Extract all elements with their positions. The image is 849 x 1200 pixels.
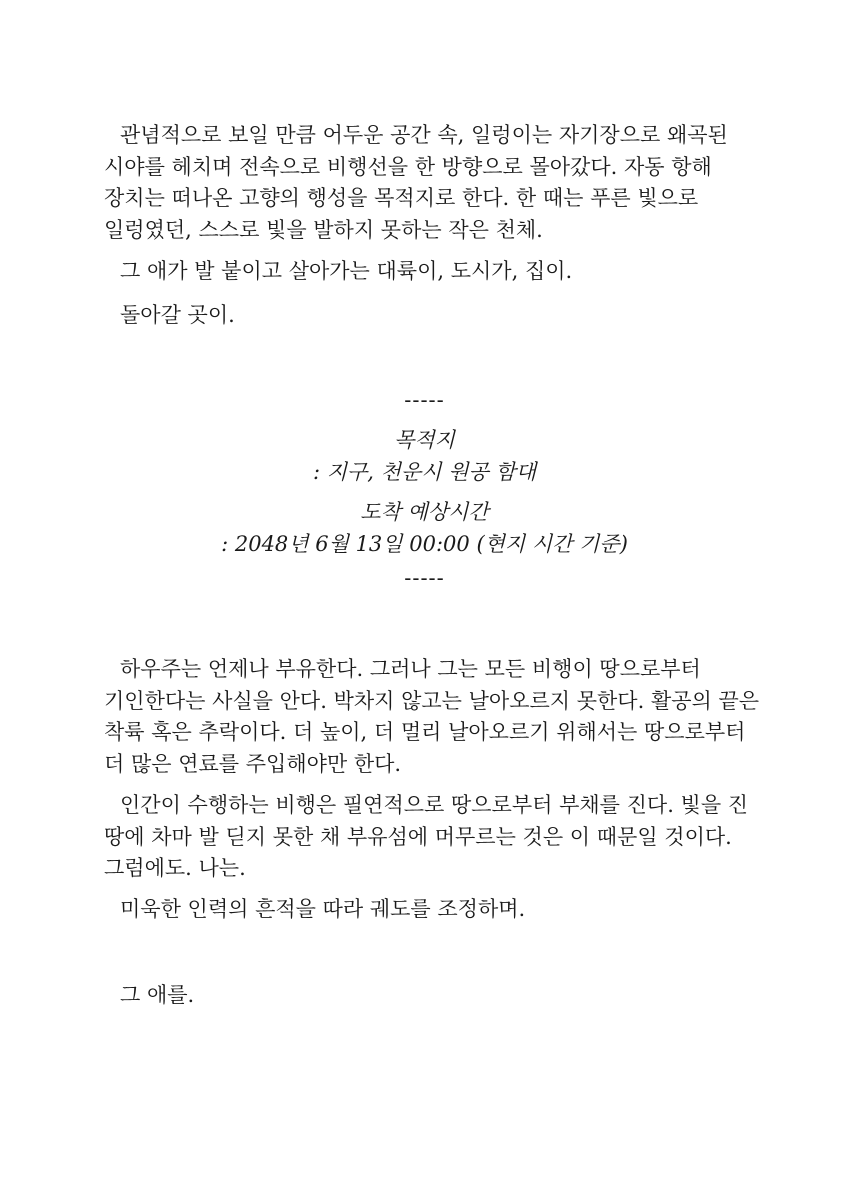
eta-label: 도착 예상시간 [360, 500, 489, 524]
text-line: 관념적으로 보일 만큼 어두운 공간 속, 일렁이는 자기장으로 왜곡된 [120, 123, 728, 147]
separator-bottom: ----- [404, 566, 445, 590]
destination-label: 목적지 [394, 428, 455, 452]
text-line: 땅에 차마 발 딛지 못한 채 부유섬에 머무르는 것은 이 때문일 것이다. [104, 824, 732, 849]
destination-value: : 지구, 천운시 원공 함대 [312, 460, 537, 484]
paragraph-orbit [104, 894, 764, 926]
separator-top: ----- [404, 388, 445, 412]
text-line: 시야를 헤치며 전속으로 비행선을 한 방향으로 몰아갔다. 자동 항해 [104, 154, 712, 179]
text-line: 하우주는 언제나 부유한다. 그러나 그는 모든 비행이 땅으로부터 [120, 657, 701, 681]
text-line: 미욱한 인력의 흔적을 따라 궤도를 조정하며. [120, 897, 526, 921]
text-line: 그 애를. [120, 983, 195, 1007]
text-line: 그럼에도. 나는. [104, 856, 246, 880]
text-line: 더 많은 연료를 주입해야만 한다. [104, 751, 402, 776]
paragraph-debt [104, 790, 764, 885]
text-line: 그 애가 발 붙이고 살아가는 대륙이, 도시가, 집이. [120, 259, 573, 283]
paragraph-continent [104, 256, 764, 288]
paragraph-opening [104, 120, 764, 246]
text-line: 장치는 떠나온 고향의 행성을 목적지로 한다. 한 때는 푸른 빛으로 [104, 186, 699, 210]
paragraph-closing [104, 980, 764, 1012]
eta-value: : 2048년 6월 13일 00:00 (현지 시간 기준) [221, 532, 628, 556]
paragraph-return [104, 300, 764, 332]
paragraph-flight [104, 654, 764, 780]
text-line: 인간이 수행하는 비행은 필연적으로 땅으로부터 부채를 진다. 빛을 진 [120, 793, 749, 817]
text-line: 일렁였던, 스스로 빛을 발하지 못하는 작은 천체. [104, 217, 543, 242]
text-line: 기인한다는 사실을 안다. 박차지 않고는 날아오르지 못한다. 활공의 끝은 [104, 688, 760, 713]
text-line: 돌아갈 곳이. [120, 303, 235, 327]
text-line: 착륙 혹은 추락이다. 더 높이, 더 멀리 날아오르기 위해서는 땅으로부터 [104, 720, 746, 744]
